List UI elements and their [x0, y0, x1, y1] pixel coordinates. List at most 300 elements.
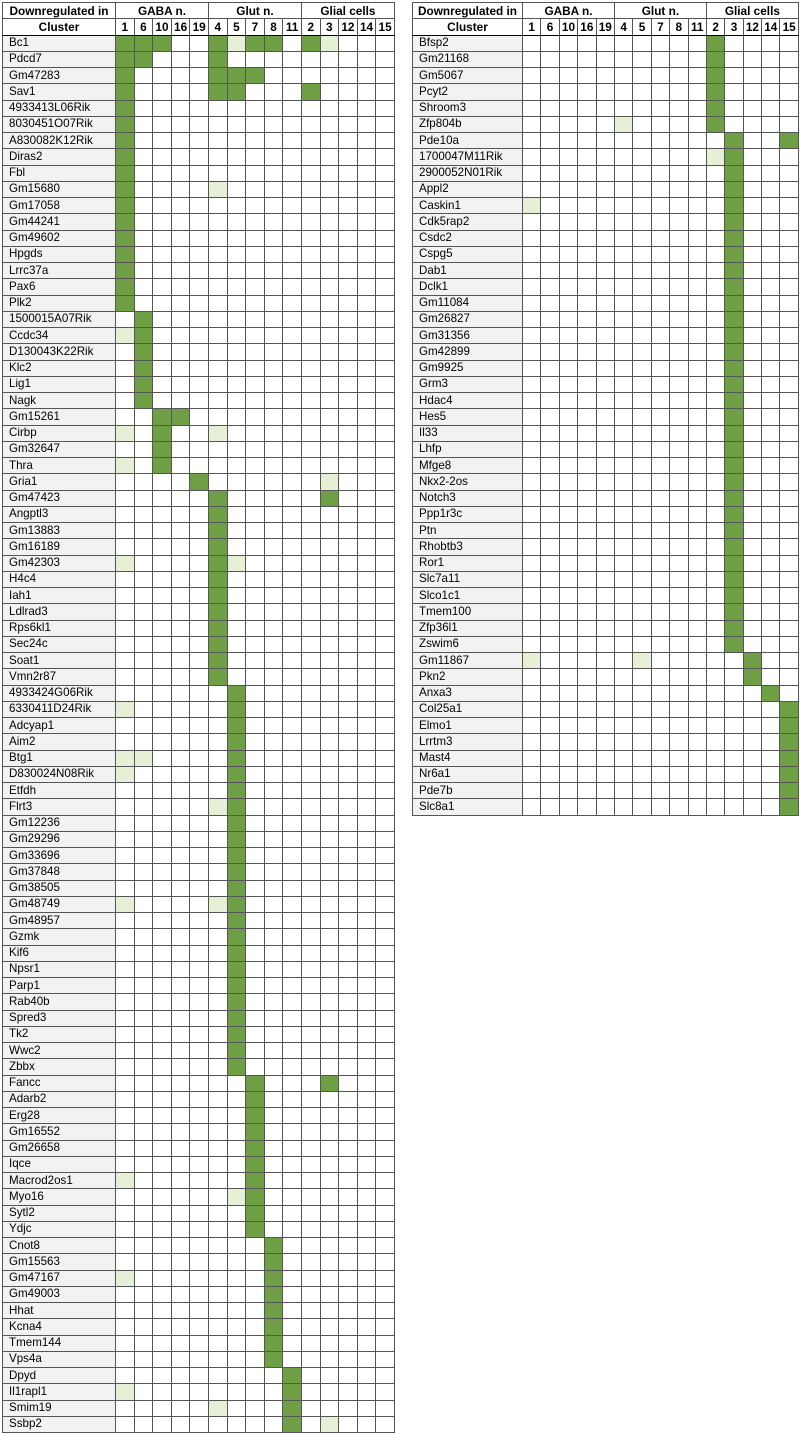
gene-row [413, 68, 799, 84]
empty-cell [153, 1351, 172, 1367]
gene-row [3, 1238, 395, 1254]
empty-cell [320, 848, 339, 864]
empty-cell [134, 653, 153, 669]
empty-cell [171, 913, 190, 929]
empty-cell [559, 490, 577, 506]
empty-cell [246, 1043, 265, 1059]
empty-cell [339, 344, 358, 360]
empty-cell [283, 393, 302, 409]
weak-downregulated-cell [116, 1173, 135, 1189]
empty-cell [339, 165, 358, 181]
empty-cell [208, 783, 227, 799]
empty-cell [171, 1140, 190, 1156]
empty-cell [116, 1351, 135, 1367]
empty-cell [171, 328, 190, 344]
empty-cell [578, 685, 596, 701]
empty-cell [320, 1351, 339, 1367]
empty-cell [153, 311, 172, 327]
gene-name: Wwc2 [3, 1043, 116, 1059]
empty-cell [339, 571, 358, 587]
empty-cell [559, 669, 577, 685]
empty-cell [357, 198, 376, 214]
empty-cell [541, 604, 559, 620]
empty-cell [171, 783, 190, 799]
empty-cell [320, 165, 339, 181]
empty-cell [301, 295, 320, 311]
empty-cell [559, 441, 577, 457]
empty-cell [357, 734, 376, 750]
empty-cell [246, 701, 265, 717]
empty-cell [320, 246, 339, 262]
empty-cell [227, 539, 246, 555]
empty-cell [339, 783, 358, 799]
empty-cell [762, 35, 780, 51]
empty-cell [227, 1351, 246, 1367]
empty-cell [283, 1010, 302, 1026]
gene-name: Lig1 [3, 376, 116, 392]
empty-cell [614, 685, 632, 701]
empty-cell [688, 393, 706, 409]
empty-cell [376, 1075, 395, 1091]
empty-cell [246, 376, 265, 392]
cluster-number: 5 [633, 19, 651, 35]
empty-cell [134, 831, 153, 847]
empty-cell [134, 1075, 153, 1091]
empty-cell [357, 636, 376, 652]
empty-cell [523, 279, 541, 295]
empty-cell [283, 181, 302, 197]
empty-cell [743, 360, 761, 376]
empty-cell [283, 620, 302, 636]
downregulated-cell [134, 360, 153, 376]
empty-cell [246, 831, 265, 847]
empty-cell [357, 35, 376, 51]
empty-cell [357, 913, 376, 929]
empty-cell [283, 311, 302, 327]
downregulated-cell [171, 409, 190, 425]
gene-name: Hhat [3, 1303, 116, 1319]
downregulated-cell [264, 1238, 283, 1254]
gene-name: Kif6 [3, 945, 116, 961]
empty-cell [246, 1303, 265, 1319]
weak-downregulated-cell [227, 555, 246, 571]
gene-row [3, 263, 395, 279]
empty-cell [523, 68, 541, 84]
empty-cell [706, 409, 724, 425]
empty-cell [633, 506, 651, 522]
empty-cell [134, 701, 153, 717]
empty-cell [376, 1124, 395, 1140]
empty-cell [320, 831, 339, 847]
empty-cell [246, 149, 265, 165]
empty-cell [153, 295, 172, 311]
empty-cell [246, 636, 265, 652]
empty-cell [651, 360, 669, 376]
empty-cell [320, 1140, 339, 1156]
empty-cell [706, 441, 724, 457]
empty-cell [171, 945, 190, 961]
empty-cell [670, 441, 688, 457]
empty-cell [283, 864, 302, 880]
empty-cell [264, 588, 283, 604]
empty-cell [208, 1351, 227, 1367]
empty-cell [523, 263, 541, 279]
empty-cell [596, 360, 614, 376]
empty-cell [596, 35, 614, 51]
downregulated-cell [725, 279, 743, 295]
empty-cell [190, 945, 209, 961]
empty-cell [523, 360, 541, 376]
empty-cell [116, 1124, 135, 1140]
empty-cell [227, 474, 246, 490]
empty-cell [706, 279, 724, 295]
empty-cell [376, 848, 395, 864]
empty-cell [208, 133, 227, 149]
empty-cell [559, 68, 577, 84]
empty-cell [688, 214, 706, 230]
empty-cell [376, 100, 395, 116]
empty-cell [153, 1335, 172, 1351]
empty-cell [357, 1416, 376, 1432]
empty-cell [578, 669, 596, 685]
empty-cell [190, 636, 209, 652]
empty-cell [339, 864, 358, 880]
empty-cell [633, 458, 651, 474]
empty-cell [116, 1189, 135, 1205]
empty-cell [208, 1156, 227, 1172]
empty-cell [320, 653, 339, 669]
empty-cell [541, 539, 559, 555]
empty-cell [633, 51, 651, 67]
empty-cell [264, 1221, 283, 1237]
empty-cell [376, 1156, 395, 1172]
empty-cell [376, 994, 395, 1010]
empty-cell [376, 51, 395, 67]
empty-cell [153, 1189, 172, 1205]
empty-cell [153, 1075, 172, 1091]
empty-cell [578, 588, 596, 604]
empty-cell [171, 84, 190, 100]
gene-name: Gm5067 [413, 68, 523, 84]
empty-cell [339, 620, 358, 636]
empty-cell [541, 328, 559, 344]
empty-cell [227, 1205, 246, 1221]
empty-cell [246, 246, 265, 262]
empty-cell [320, 230, 339, 246]
empty-cell [227, 620, 246, 636]
empty-cell [246, 669, 265, 685]
empty-cell [116, 360, 135, 376]
gene-name: Iqce [3, 1156, 116, 1172]
empty-cell [614, 295, 632, 311]
empty-cell [523, 425, 541, 441]
empty-cell [651, 620, 669, 636]
downregulated-cell [134, 35, 153, 51]
empty-cell [153, 604, 172, 620]
gene-name: Bfsp2 [413, 35, 523, 51]
empty-cell [688, 506, 706, 522]
empty-cell [264, 441, 283, 457]
empty-cell [596, 376, 614, 392]
empty-cell [190, 815, 209, 831]
empty-cell [283, 1026, 302, 1042]
empty-cell [190, 523, 209, 539]
gene-name: Gm47423 [3, 490, 116, 506]
downregulated-cell [725, 458, 743, 474]
empty-cell [596, 100, 614, 116]
empty-cell [301, 393, 320, 409]
left-table-container [2, 2, 395, 1433]
gene-row [3, 604, 395, 620]
empty-cell [134, 864, 153, 880]
empty-cell [264, 766, 283, 782]
empty-cell [301, 1205, 320, 1221]
empty-cell [339, 685, 358, 701]
cluster-number: 6 [134, 19, 153, 35]
empty-cell [780, 506, 798, 522]
downregulated-cell [116, 230, 135, 246]
empty-cell [596, 588, 614, 604]
empty-cell [301, 799, 320, 815]
empty-cell [283, 831, 302, 847]
empty-cell [171, 978, 190, 994]
empty-cell [264, 718, 283, 734]
empty-cell [578, 523, 596, 539]
empty-cell [227, 425, 246, 441]
gene-name: Lrrc37a [3, 263, 116, 279]
empty-cell [596, 116, 614, 132]
empty-cell [596, 523, 614, 539]
empty-cell [190, 1238, 209, 1254]
empty-cell [614, 783, 632, 799]
gene-name: Ccdc34 [3, 328, 116, 344]
empty-cell [339, 425, 358, 441]
empty-cell [208, 100, 227, 116]
empty-cell [116, 1254, 135, 1270]
empty-cell [523, 51, 541, 67]
gene-name: Gm21168 [413, 51, 523, 67]
empty-cell [596, 539, 614, 555]
empty-cell [283, 766, 302, 782]
empty-cell [116, 1026, 135, 1042]
empty-cell [376, 458, 395, 474]
empty-cell [780, 149, 798, 165]
empty-cell [171, 474, 190, 490]
cluster-number: 10 [559, 19, 577, 35]
empty-cell [762, 84, 780, 100]
empty-cell [559, 701, 577, 717]
empty-cell [339, 994, 358, 1010]
empty-cell [762, 523, 780, 539]
empty-cell [633, 295, 651, 311]
empty-cell [357, 978, 376, 994]
gene-name: Kcna4 [3, 1319, 116, 1335]
gene-row [413, 409, 799, 425]
gene-row [413, 393, 799, 409]
empty-cell [171, 734, 190, 750]
empty-cell [541, 393, 559, 409]
empty-cell [357, 84, 376, 100]
empty-cell [523, 409, 541, 425]
empty-cell [559, 35, 577, 51]
empty-cell [320, 961, 339, 977]
gene-row [413, 458, 799, 474]
gene-name: Adarb2 [3, 1091, 116, 1107]
gene-row [413, 783, 799, 799]
empty-cell [116, 344, 135, 360]
empty-cell [706, 506, 724, 522]
empty-cell [706, 523, 724, 539]
empty-cell [762, 51, 780, 67]
empty-cell [614, 376, 632, 392]
empty-cell [376, 295, 395, 311]
empty-cell [171, 1238, 190, 1254]
empty-cell [190, 913, 209, 929]
empty-cell [153, 864, 172, 880]
empty-cell [357, 133, 376, 149]
gene-name: Gm47167 [3, 1270, 116, 1286]
empty-cell [780, 263, 798, 279]
empty-cell [116, 1303, 135, 1319]
empty-cell [762, 360, 780, 376]
downregulated-cell [725, 490, 743, 506]
empty-cell [208, 279, 227, 295]
empty-cell [227, 181, 246, 197]
empty-cell [116, 994, 135, 1010]
empty-cell [246, 1416, 265, 1432]
empty-cell [171, 1221, 190, 1237]
empty-cell [762, 393, 780, 409]
downregulated-cell [227, 750, 246, 766]
empty-cell [357, 246, 376, 262]
empty-cell [339, 506, 358, 522]
downregulated-cell [227, 1010, 246, 1026]
empty-cell [651, 701, 669, 717]
gene-name: Ror1 [413, 555, 523, 571]
empty-cell [246, 588, 265, 604]
weak-downregulated-cell [208, 425, 227, 441]
empty-cell [283, 68, 302, 84]
empty-cell [264, 1059, 283, 1075]
empty-cell [208, 1319, 227, 1335]
empty-cell [264, 246, 283, 262]
empty-cell [153, 1303, 172, 1319]
empty-cell [339, 653, 358, 669]
empty-cell [523, 328, 541, 344]
empty-cell [688, 571, 706, 587]
empty-cell [283, 718, 302, 734]
empty-cell [688, 198, 706, 214]
empty-cell [651, 734, 669, 750]
empty-cell [301, 1075, 320, 1091]
empty-cell [596, 555, 614, 571]
empty-cell [596, 766, 614, 782]
empty-cell [596, 230, 614, 246]
gene-row [3, 100, 395, 116]
empty-cell [134, 458, 153, 474]
downregulated-cell [725, 506, 743, 522]
empty-cell [153, 393, 172, 409]
empty-cell [541, 588, 559, 604]
empty-cell [357, 1270, 376, 1286]
empty-cell [339, 669, 358, 685]
empty-cell [283, 815, 302, 831]
empty-cell [153, 978, 172, 994]
empty-cell [171, 701, 190, 717]
empty-cell [134, 133, 153, 149]
empty-cell [301, 1303, 320, 1319]
gene-name: Plk2 [3, 295, 116, 311]
gene-name: Thra [3, 458, 116, 474]
empty-cell [559, 376, 577, 392]
empty-cell [743, 701, 761, 717]
empty-cell [320, 263, 339, 279]
downregulated-cell [743, 669, 761, 685]
empty-cell [523, 701, 541, 717]
empty-cell [134, 1189, 153, 1205]
downregulated-cell [780, 783, 798, 799]
empty-cell [578, 458, 596, 474]
empty-cell [376, 685, 395, 701]
empty-cell [357, 929, 376, 945]
empty-cell [780, 35, 798, 51]
empty-cell [633, 571, 651, 587]
empty-cell [578, 539, 596, 555]
gene-name: Klc2 [3, 360, 116, 376]
cluster-number: 1 [523, 19, 541, 35]
empty-cell [541, 360, 559, 376]
empty-cell [153, 766, 172, 782]
empty-cell [264, 783, 283, 799]
gene-name: Zbbx [3, 1059, 116, 1075]
empty-cell [283, 1091, 302, 1107]
downregulated-cell [780, 734, 798, 750]
empty-cell [320, 783, 339, 799]
empty-cell [208, 718, 227, 734]
downregulated-cell [283, 1400, 302, 1416]
empty-cell [246, 165, 265, 181]
empty-cell [246, 425, 265, 441]
gene-row [413, 620, 799, 636]
empty-cell [670, 653, 688, 669]
empty-cell [153, 669, 172, 685]
empty-cell [339, 1335, 358, 1351]
empty-cell [171, 198, 190, 214]
empty-cell [301, 328, 320, 344]
empty-cell [670, 490, 688, 506]
empty-cell [578, 295, 596, 311]
empty-cell [246, 799, 265, 815]
empty-cell [688, 116, 706, 132]
empty-cell [208, 864, 227, 880]
downregulated-cell [725, 246, 743, 262]
gene-name: Gm32647 [3, 441, 116, 457]
downregulated-cell [116, 263, 135, 279]
empty-cell [743, 604, 761, 620]
empty-cell [320, 1173, 339, 1189]
gene-name: Macrod2os1 [3, 1173, 116, 1189]
empty-cell [614, 51, 632, 67]
header-title: Downregulated in [3, 3, 116, 19]
empty-cell [264, 1173, 283, 1189]
empty-cell [227, 246, 246, 262]
empty-cell [614, 506, 632, 522]
downregulated-cell [134, 344, 153, 360]
empty-cell [320, 588, 339, 604]
gene-row [413, 84, 799, 100]
empty-cell [780, 100, 798, 116]
empty-cell [339, 1140, 358, 1156]
